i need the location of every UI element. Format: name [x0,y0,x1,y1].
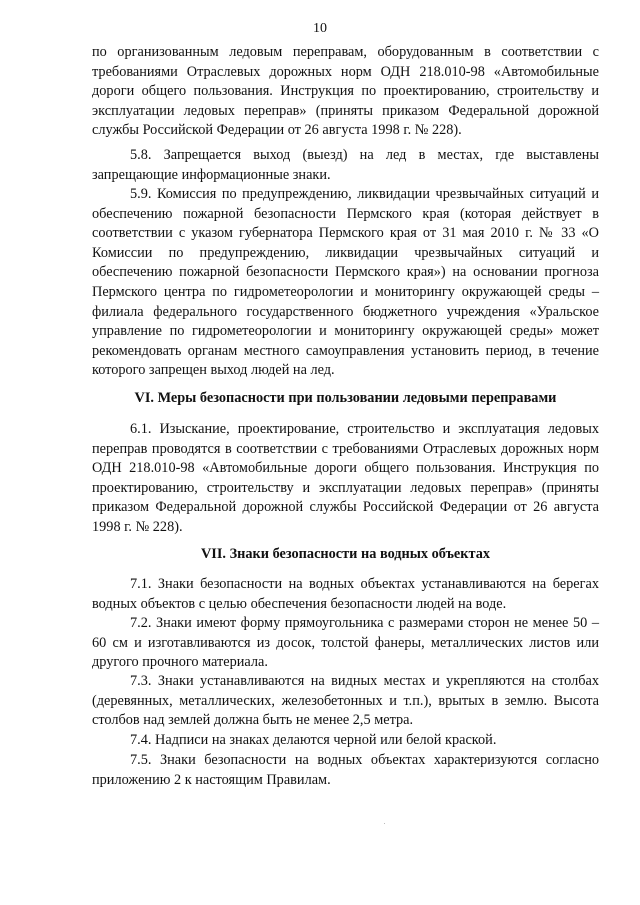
paragraph-5-8: 5.8. Запрещается выход (выезд) на лед в местах, где выставлены запрещающие информационные знаки. [92,147,599,183]
page-number: 10 [313,21,327,36]
section-heading-vi: VI. Меры безопасности при пользовании ледовыми переправами [134,390,557,406]
paragraph-5-9: 5.9. Комиссия по предупреждению, ликвидации чрезвычайных ситуаций и обеспечению пожарной безопасности Пермского края (которая действует в соответствии с указом губернатора Пермского края от 31 мая 2010 г. № 33 «О Комиссии по предупреждению, ликвидации чрезвычайных ситуаций и обеспечению пожарной безопасности Пермского края») на основании прогноза Пермского центра по гидрометеорологии и мониторингу окружающей среды – филиала федерального государственного бюджетного учреждения «Уральское управление по гидрометеорологии и мониторингу окружающей среды» может рекомендовать органам местного самоуправления установить период, в течение которого запрещен выход людей на лед. [92,186,599,379]
section-heading-vii: VII. Знаки безопасности на водных объектах [200,546,491,562]
paragraph-7-5: 7.5. Знаки безопасности на водных объектах характеризуются согласно приложению 2 к настоящим Правилам. [92,752,599,788]
paragraph-7-2: 7.2. Знаки имеют форму прямоугольника с размерами сторон не менее 50 – 60 см и изготавливаются из досок, толстой фанеры, металлических листов или другого прочного материала. [92,615,599,671]
paragraph-continuation: по организованным ледовым переправам, оборудованным в соответствии с требованиями Отраслевых дорожных норм ОДН 218.010-98 «Автомобильные дороги общего пользования. Инструкция по проектированию, строительству и эксплуатации ледовых переправ» (приняты приказом Федеральной дорожной службы Российской Федерации от 26 августа 1998 г. № 228). [92,44,599,139]
paragraph-7-3: 7.3. Знаки устанавливаются на видных местах и укрепляются на столбах (деревянных, металлических, железобетонных и т.п.), врытых в землю. Высота столбов над землей должна быть не менее 2,5 метра. [92,673,599,729]
paragraph-6-1: 6.1. Изыскание, проектирование, строительство и эксплуатация ледовых переправ проводятся в соответствии с требованиями Отраслевых дорожных норм ОДН 218.010-98 «Автомобильные дороги общего пользования. Инструкция по проектированию, строительству и эксплуатации ледовых переправ» (приняты приказом Федеральной дорожной службы Российской Федерации от 26 августа 1998 г. № 228). [92,421,599,535]
scan-speck [384,823,385,824]
paragraph-7-1: 7.1. Знаки безопасности на водных объектах устанавливаются на берегах водных объектов с целью обеспечения безопасности людей на воде. [92,576,599,612]
paragraph-7-4: 7.4. Надписи на знаках делаются черной или белой краской. [130,732,497,748]
